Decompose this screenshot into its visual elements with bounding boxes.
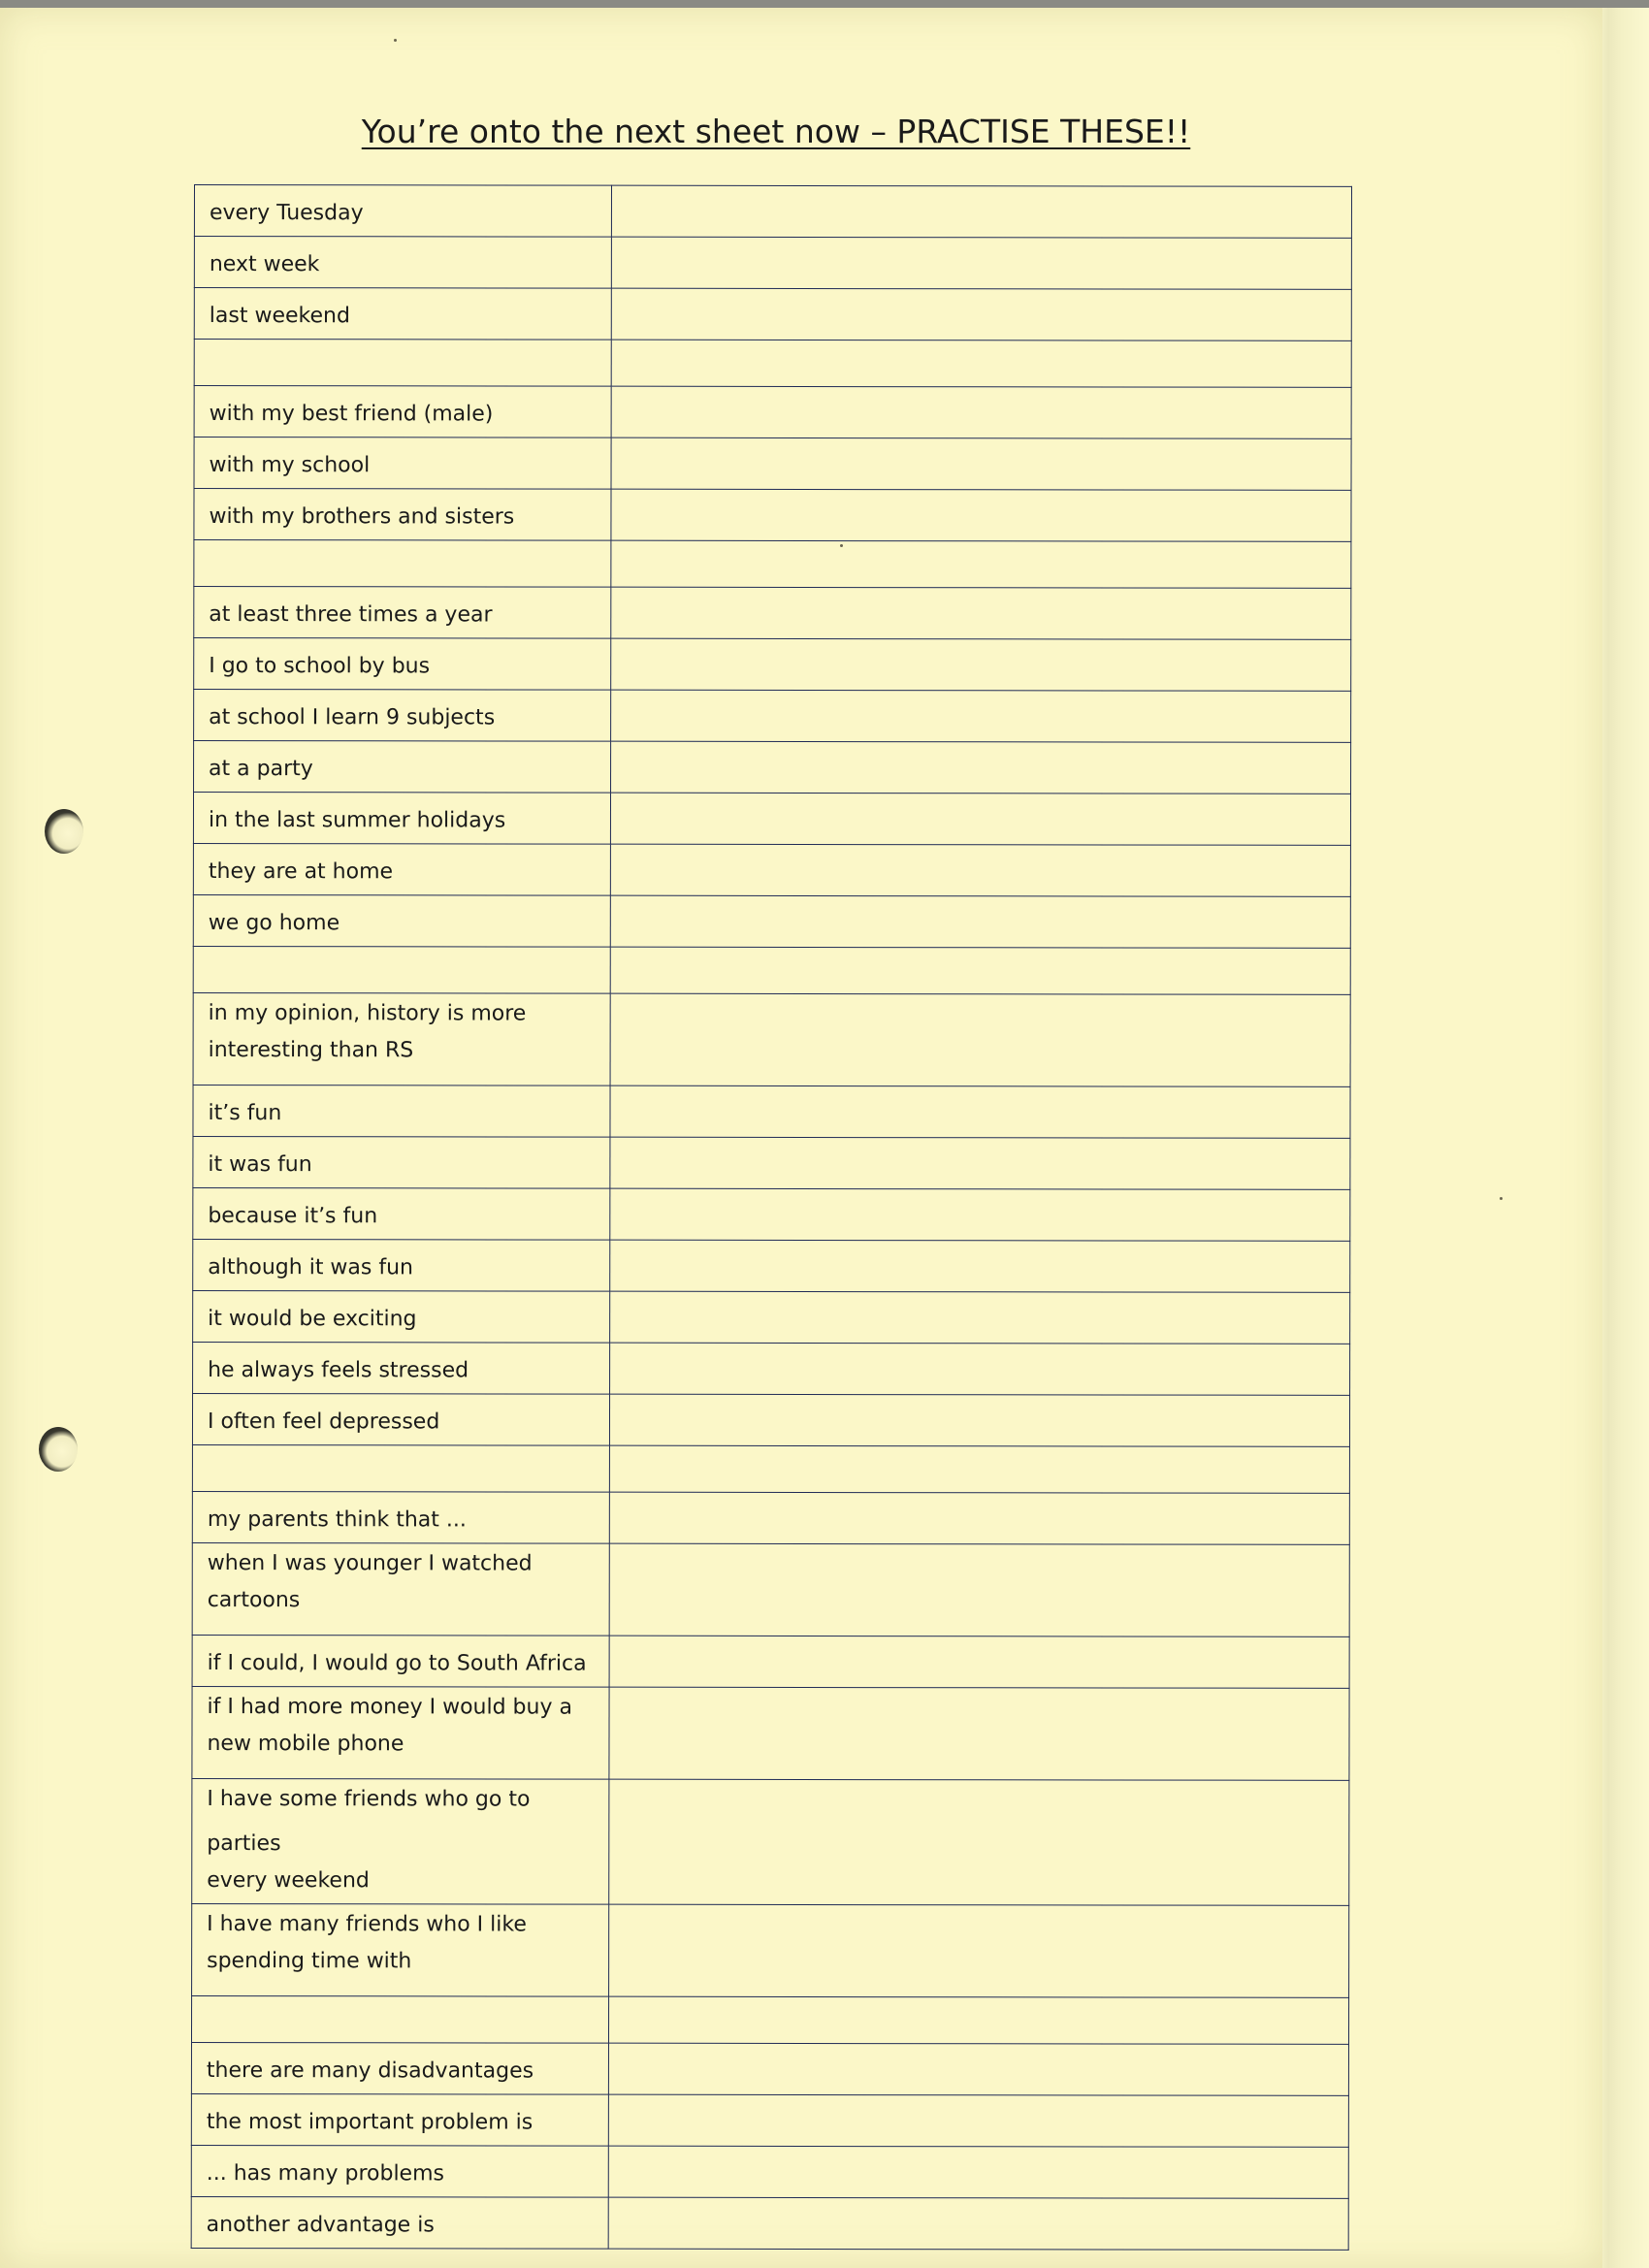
phrase-cell [192,1444,609,1492]
phrase-cell: if I could, I would go to South Africa [192,1635,609,1687]
phrase-cell: they are at home [193,843,610,895]
phrase-cell: every Tuesday [194,185,611,238]
translation-cell[interactable] [609,1636,1350,1688]
table-row [192,1778,1349,1905]
table-row [193,1085,1350,1138]
table-row [193,843,1350,896]
phrase-cell: at school I learn 9 subjects [194,690,611,742]
translation-cell[interactable] [610,489,1351,541]
table-row [193,992,1350,1086]
table-row [192,1444,1349,1493]
phrase-line: interesting than RS [208,1038,414,1063]
table-row [193,1290,1350,1344]
paper-right-edge [1602,8,1649,2268]
translation-cell[interactable] [609,1085,1350,1138]
phrase-cell: it was fun [193,1136,610,1188]
table-row [193,1342,1350,1395]
translation-cell[interactable] [610,993,1351,1086]
translation-cell[interactable] [610,540,1351,588]
translation-cell[interactable] [611,340,1352,387]
table-row [194,288,1351,341]
phrase-cell: another advantage is [191,2196,608,2249]
phrase-cell: at least three times a year [194,587,611,639]
phrase-cell [191,1995,608,2043]
translation-cell[interactable] [610,844,1351,896]
phrase-line: cartoons [207,1588,301,1613]
phrase-cell: with my brothers and sisters [194,489,611,541]
phrase-cell: I often feel depressed [192,1393,609,1445]
table-row [193,946,1350,994]
table-row [192,1635,1349,1688]
translation-cell[interactable] [608,2146,1349,2198]
translation-cell[interactable] [609,1492,1350,1544]
phrase-cell: with my best friend (male) [194,386,611,438]
paper-speck [1500,1197,1503,1200]
translation-cell[interactable] [609,1343,1350,1395]
phrase-cell [193,946,610,993]
translation-cell[interactable] [611,185,1352,238]
translation-cell[interactable] [608,1779,1349,1905]
translation-cell[interactable] [611,386,1352,438]
translation-cell[interactable] [608,1687,1349,1780]
table-row [194,741,1351,794]
translation-cell[interactable] [608,2094,1349,2147]
table-row [193,1136,1350,1189]
translation-cell[interactable] [609,1188,1350,1241]
table-row [192,1686,1349,1780]
phrase-cell [193,992,610,1085]
table-row [194,237,1351,290]
translation-cell[interactable] [608,2043,1349,2095]
phrase-cell: with my school [194,437,611,490]
table-row [194,185,1351,239]
translation-cell[interactable] [610,587,1351,639]
phrase-cell: it’s fun [193,1085,610,1137]
translation-cell[interactable] [611,288,1352,340]
table-row [194,340,1351,388]
translation-cell[interactable] [608,2197,1349,2250]
translation-cell[interactable] [608,1996,1349,2044]
phrase-cell: next week [194,237,611,289]
translation-cell[interactable] [609,1543,1350,1636]
phrase-line: when I was younger I watched [207,1551,533,1576]
translation-cell[interactable] [608,1904,1349,1997]
table-row [194,386,1351,439]
phrase-line: in my opinion, history is more [208,1001,527,1026]
vocabulary-table-body [191,185,1351,2251]
table-row [192,1491,1349,1544]
phrase-cell: my parents think that ... [192,1491,609,1543]
translation-cell[interactable] [611,437,1352,490]
translation-cell[interactable] [609,1137,1350,1189]
phrase-cell: at a party [194,741,611,794]
translation-cell[interactable] [610,741,1351,794]
punch-hole-upper [45,809,83,854]
table-row [193,1239,1350,1292]
translation-cell[interactable] [610,793,1351,845]
phrase-cell: because it’s fun [193,1187,610,1240]
page-title: You’re onto the next sheet now – PRACTISE THESE!! [361,113,1191,150]
paper-speck [394,39,397,42]
translation-cell[interactable] [610,638,1351,691]
phrase-cell [194,340,611,387]
translation-cell[interactable] [610,690,1351,742]
table-row [194,587,1351,640]
translation-cell[interactable] [610,947,1351,994]
phrase-line: if I had more money I would buy a [207,1695,572,1720]
phrase-cell [194,540,611,588]
worksheet-paper [0,8,1602,2268]
table-row [191,2093,1348,2147]
table-row [193,793,1350,846]
phrase-cell [192,1542,609,1636]
phrase-cell [192,1686,609,1779]
table-row [194,489,1351,542]
phrase-line: every weekend [207,1868,370,1894]
table-row [194,638,1351,692]
phrase-cell: it would be exciting [193,1290,610,1343]
translation-cell[interactable] [609,1291,1350,1344]
phrase-cell: he always feels stressed [193,1342,610,1394]
table-row [191,2042,1348,2095]
scanner-top-edge [0,0,1649,8]
phrase-line: new mobile phone [207,1732,404,1757]
translation-cell[interactable] [609,1240,1350,1292]
table-row [194,690,1351,743]
phrase-cell: there are many disadvantages [191,2042,608,2094]
phrase-cell [192,1903,609,1996]
vocabulary-table [191,184,1352,2251]
table-row [191,2196,1348,2250]
phrase-cell: ... has many problems [191,2145,608,2197]
table-row [193,894,1350,948]
phrase-cell: we go home [193,894,610,947]
translation-cell[interactable] [610,895,1351,948]
table-row [194,540,1351,589]
phrase-cell [192,1778,609,1904]
phrase-cell: the most important problem is [191,2093,608,2146]
paper-speck [840,544,843,547]
table-row [194,437,1351,491]
table-row [191,2145,1348,2198]
translation-cell[interactable] [609,1445,1350,1493]
phrase-line: I have some friends who go to parties [207,1787,531,1857]
table-row [193,1187,1350,1241]
phrase-line: spending time with [207,1949,412,1974]
table-row [191,1995,1348,2044]
punch-hole-lower [39,1427,78,1472]
phrase-cell: in the last summer holidays [193,793,610,845]
table-row [192,1393,1349,1446]
translation-cell[interactable] [611,237,1352,289]
phrase-cell: although it was fun [193,1239,610,1291]
phrase-line: I have many friends who I like [207,1912,527,1937]
table-row [192,1903,1349,1997]
phrase-cell: I go to school by bus [194,638,611,691]
table-row [192,1542,1349,1636]
phrase-cell: last weekend [194,288,611,340]
translation-cell[interactable] [609,1394,1350,1446]
